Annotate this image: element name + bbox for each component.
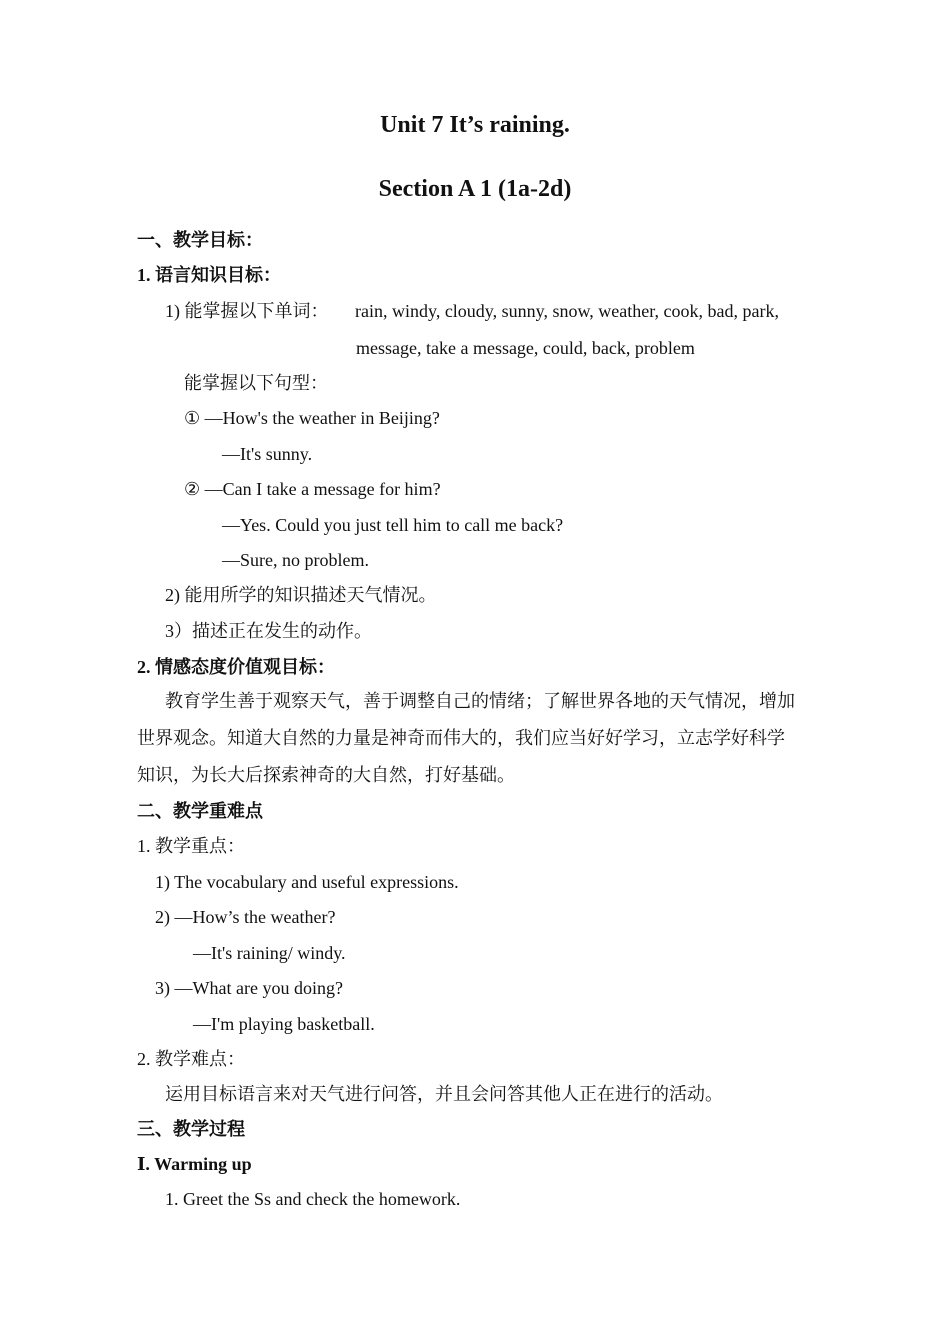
emotional-paragraph-line3: 知识，为长大后探索神奇的大自然，打好基础。 <box>137 765 515 785</box>
vocab-label: 1) 能掌握以下单词： <box>165 301 329 321</box>
dialogue2-answer1: —Yes. Could you just tell him to call me back? <box>222 515 564 535</box>
dialogue2-answer2: —Sure, no problem. <box>222 550 369 570</box>
difficulty-text: 运用目标语言来对天气进行问答，并且会问答其他人正在进行的活动。 <box>165 1084 723 1104</box>
section-heading-objectives: 一、教学目标： <box>137 230 263 250</box>
vocab-words-line1: rain, windy, cloudy, sunny, snow, weather, cook, bad, park, <box>355 301 780 321</box>
difficulty-label: 2. 教学难点： <box>137 1049 245 1069</box>
subheading-emotional-goals: 2. 情感态度价值观目标： <box>137 657 335 677</box>
key-point-3-answer: —I'm playing basketball. <box>193 1014 375 1034</box>
objective-item2: 2) 能用所学的知识描述天气情况。 <box>165 585 437 605</box>
step-warming-up-item1: 1. Greet the Ss and check the homework. <box>165 1189 461 1209</box>
emotional-paragraph-line2: 世界观念。知道大自然的力量是神奇而伟大的，我们应当好好学习，立志学好科学 <box>137 728 785 748</box>
objective-item3: 3）描述正在发生的动作。 <box>165 621 372 641</box>
step-warming-up: Ⅰ. Warming up <box>137 1154 252 1174</box>
dialogue1-answer: —It's sunny. <box>222 444 313 464</box>
key-point-2-answer: —It's raining/ windy. <box>193 943 346 963</box>
key-point-3-question: 3) —What are you doing? <box>155 978 343 998</box>
vocab-words-line2: message, take a message, could, back, problem <box>356 338 695 358</box>
key-point-1: 1) The vocabulary and useful expressions. <box>155 872 459 892</box>
document-title: Unit 7 It’s raining. <box>380 112 570 138</box>
section-heading-process: 三、教学过程 <box>137 1119 245 1139</box>
key-points-label: 1. 教学重点： <box>137 836 245 856</box>
document-subtitle: Section A 1 (1a-2d) <box>378 176 572 202</box>
sentences-label: 能掌握以下句型： <box>184 373 328 393</box>
dialogue1-question: ① —How's the weather in Beijing? <box>184 408 440 428</box>
section-heading-key-points: 二、教学重难点 <box>137 801 263 821</box>
subheading-language-knowledge: 1. 语言知识目标： <box>137 265 281 285</box>
dialogue2-question: ② —Can I take a message for him? <box>184 479 441 499</box>
key-point-2-question: 2) —How’s the weather? <box>155 907 336 927</box>
emotional-paragraph-line1: 教育学生善于观察天气，善于调整自己的情绪；了解世界各地的天气情况，增加 <box>165 691 795 711</box>
